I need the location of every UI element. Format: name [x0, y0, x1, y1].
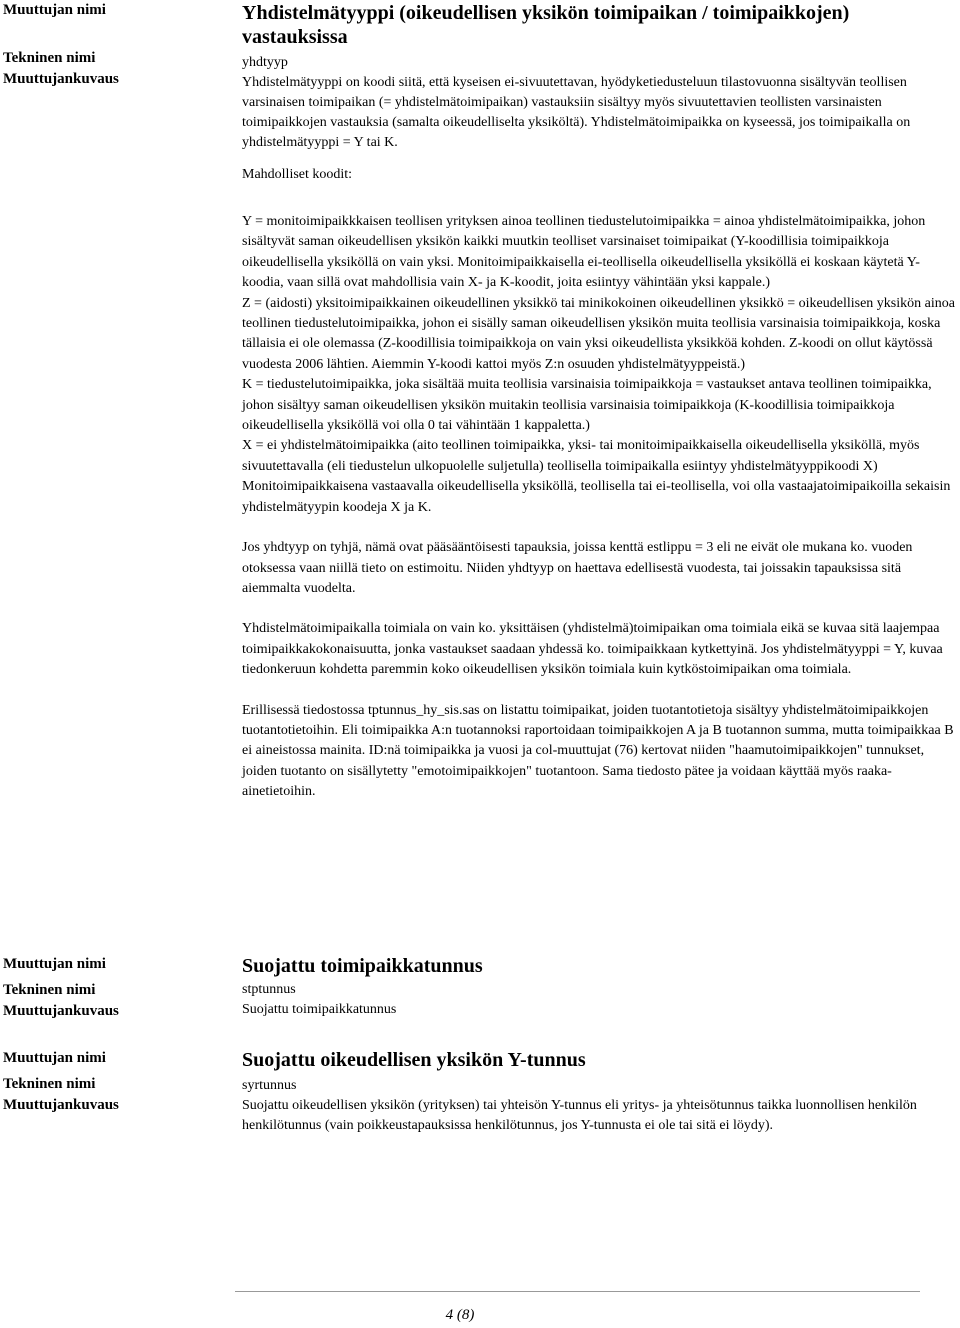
code-y: Y = monitoimipaikkkaisen teollisen yrityksen ainoa teollinen tiedustelutoimipaikka = ainoa yhdistelmätoimipaikka, johon sisältyvät saman oikeudellisen yksikön kaikki muutkin teolliset varsinaiset toimipaikat (Y-koodillisia toimipaikkoja oikeudellisella yksiköllä on vain yksi. Monitoimipaikkaisella ei-teollisella oikeudellisella yksiköllä ei koskaan käytetä Y-koodia, vaan sillä ovat mahdollisia vain X- ja K-koodit, joita esiintyy vähintään yksi kappale.) — [242, 214, 926, 291]
label-variable-name: Muuttujan nimi — [3, 2, 106, 18]
entry-content — [242, 1048, 958, 1136]
variable-title: Suojattu oikeudellisen yksikön Y-tunnus — [242, 1049, 586, 1071]
label-technical-name: Tekninen nimi — [3, 50, 96, 66]
variable-description: Suojattu toimipaikkatunnus — [242, 1002, 397, 1017]
label-variable-name: Muuttujan nimi — [3, 1050, 106, 1066]
label-technical-name: Tekninen nimi — [3, 982, 96, 998]
technical-name: stptunnus — [242, 982, 296, 997]
label-variable-description: Muuttujankuvaus — [3, 1097, 119, 1113]
variable-description: Yhdistelmätyyppi on koodi siitä, että kyseisen ei-sivuutettavan, hyödyketiedusteluun tilastovuonna sisältyvän teollisen varsinaisen toimipaikan (= yhdistelmätoimipaikan) vastauksiin sisältyy myös sivuutettavien teollisten varsinaisten toimipaikkojen vastauksia (samalta oikeudelliselta yksiköltä). Yhdistelmätoimipaikka on kyseessä, jos toimipaikalla on yhdistelmätyyppi = Y tai K. — [242, 75, 911, 150]
paragraph-separate-file: Erillisessä tiedostossa tptunnus_hy_sis.sas on listattu toimipaikat, joiden tuotantotietoja sisältyy yhdistelmätoimipaikkojen tuotantotietoihin. Eli toimipaikka A:n tuotannoksi raportoidaan toimipaikkojen A ja B tuotannon summa, mutta toimipaikkaa B ei aineistossa mainita. ID:nä toimipaikka ja vuosi ja col-muuttujat (76) kertovat niiden "haamutoimipaikkojen" tunnukset, joiden tuotanto on sisällytetty "emotoimipaikkojen" tuotantoon. Sama tiedosto pätee ja voidaan käyttää myös raaka-ainetietoihin. — [242, 702, 954, 800]
label-technical-name: Tekninen nimi — [3, 1076, 96, 1092]
label-variable-name: Muuttujan nimi — [3, 956, 106, 972]
codes-heading: Mahdolliset koodit: — [242, 167, 353, 182]
label-variable-description: Muuttujankuvaus — [3, 71, 119, 87]
page-number: 4 (8) — [445, 1307, 475, 1323]
code-note: Monitoimipaikkaisena vastaavalla oikeudellisella yksiköllä, teollisella tai ei-teollisella, voi olla vastaajatoimipaikoilla sekaisin yhdistelmätyypin koodeja X ja K. — [242, 479, 951, 515]
field-labels — [3, 0, 233, 90]
footer-divider — [235, 1291, 920, 1292]
codes-list — [242, 212, 958, 518]
technical-name: syrtunnus — [242, 1078, 297, 1093]
entry-content — [242, 1, 958, 803]
entry-content — [242, 954, 958, 1020]
paragraph-empty-value: Jos yhdtyyp on tyhjä, nämä ovat pääsääntöisesti tapauksia, joissa kenttä estlippu = 3 eli ne eivät ole mukana ko. vuoden otoksessa vaan niillä tieto on estimoitu. Niiden yhdtyyp on haettava edellisestä vuodesta, tai joissakin tapauksissa sitä aiemmalta vuodelta. — [242, 540, 913, 596]
label-variable-description: Muuttujankuvaus — [3, 1003, 119, 1019]
variable-title: Suojattu toimipaikkatunnus — [242, 955, 483, 977]
technical-name: yhdtyyp — [242, 55, 288, 70]
paragraph-industry: Yhdistelmätoimipaikalla toimiala on vain ko. yksittäisen (yhdistelmä)toimipaikan oma toimiala eikä se kuvaa sitä laajempaa toimipaikkakokonaisuutta, jonka vastaukset saadaan yhdessä ko. toimipaikkaan kytkettyinä. Jos yhdistelmätyyppi = Y, kuvaa tiedonkeruun kohdetta paremmin koko oikeudellisen yksikön toimiala kuin kytköstoimipaikan oma toimiala. — [242, 621, 943, 678]
code-k: K = tiedustelutoimipaikka, joka sisältää muita teollisia varsinaisia toimipaikkoja = vastaukset antava teollinen toimipaikka, johon sisältyy saman oikeudellisen yksikön muitakin teollisia varsinaisia toimipaikkoja (K-koodillisia toimipaikkoja oikeudellisella yksiköllä voi olla 0 tai vähintään 1 kappaletta.) — [242, 377, 932, 434]
code-x: X = ei yhdistelmätoimipaikka (aito teollinen toimipaikka, yksi- tai monitoimipaikkaisella oikeudellisella yksiköllä, myös sivuutettavalla (eli tiedustelun ulkopuolelle suljetulla) teollisella toimipaikalla esiintyy yhdistelmätyyppikoodi X) — [242, 438, 920, 474]
field-labels — [3, 954, 233, 1022]
field-labels — [3, 1048, 233, 1116]
variable-description: Suojattu oikeudellisen yksikön (yrityksen) tai yhteisön Y-tunnus eli yritys- ja yhteisötunnus taikka luonnollisen henkilön henkilötunnus (vain poikkeustapauksissa henkilötunnus, jos Y-tunnusta ei ole tai sitä ei löydy). — [242, 1098, 917, 1133]
variable-title: Yhdistelmätyyppi (oikeudellisen yksikön toimipaikan / toimipaikkojen) vastauksissa — [242, 2, 850, 48]
code-z: Z = (aidosti) yksitoimipaikkainen oikeudellinen yksikkö tai minikokoinen oikeudellinen yksikkö = oikeudellisen yksikön ainoa teollinen tiedustelutoimipaikka, johon ei sisälly saman oikeudellisen yksikön muita teollisia varsinaisia toimipaikkoja, koska tällaisia ei ole olemassa (Z-koodillisia toimipaikkoja on vain yksi oikeudellista yksikköä kohden. Z-koodi on ollut käytössä vuodesta 2006 lähtien. Aiemmin Y-koodi kattoi myös Z:n osuuden yhdistelmätyyppeistä.) — [242, 295, 955, 372]
